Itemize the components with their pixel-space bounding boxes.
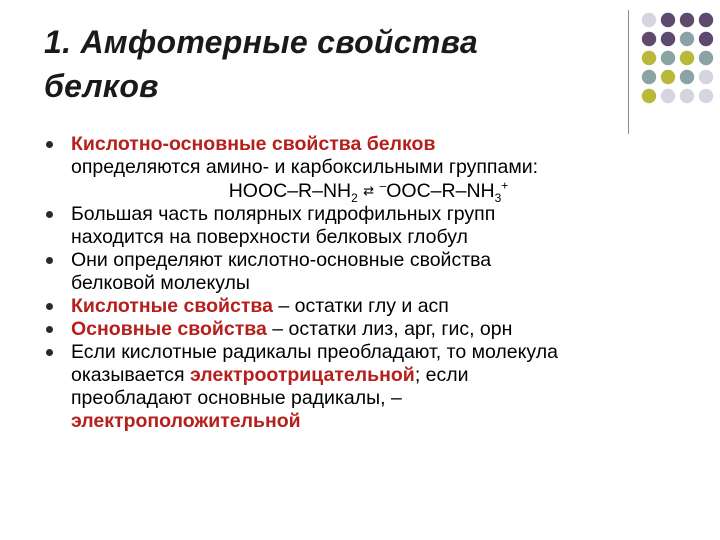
decorative-dot [661, 32, 675, 46]
bullet-2-line-2: находится на поверхности белковых глобул [71, 226, 468, 248]
bullet-5-highlight: Основные свойства [71, 318, 267, 340]
bullet-6-line-3: преобладают основные радикалы, – [71, 387, 402, 409]
bullet-dot-icon [46, 349, 53, 356]
bullet-2-line-1: Большая часть полярных гидрофильных групп [71, 203, 496, 225]
bullet-3-line-1: Они определяют кислотно-основные свойства [71, 249, 492, 271]
decorative-divider [628, 10, 629, 134]
bullet-item-3 [46, 249, 706, 295]
decorative-dot [642, 70, 656, 84]
reaction-formula [71, 179, 706, 203]
decorative-dot-grid [640, 12, 720, 112]
decorative-dot [642, 89, 656, 103]
bullet-list [46, 133, 706, 433]
bullet-5-rest: – остатки лиз, арг, гис, орн [266, 318, 513, 340]
slide-title-line-2: белков [44, 68, 159, 104]
decorative-dot [699, 13, 713, 27]
equilibrium-arrow-icon: ⇄ [363, 183, 375, 198]
decorative-dot [680, 89, 694, 103]
decorative-dot [680, 13, 694, 27]
bullet-1-line-2: определяются амино- и карбоксильными группами: [71, 156, 539, 178]
decorative-dot [661, 89, 675, 103]
decorative-dot [680, 32, 694, 46]
decorative-dot [699, 70, 713, 84]
formula-right-subscript: 3 [494, 190, 502, 205]
formula-left-subscript: 2 [351, 190, 358, 205]
decorative-dot [642, 51, 656, 65]
formula-left: HOOC–R–NH [228, 180, 352, 202]
bullet-6-line-2b: ; если [414, 364, 469, 386]
bullet-item-4 [46, 295, 706, 318]
slide-title [44, 20, 604, 108]
decorative-dot [680, 70, 694, 84]
bullet-6-line-2a: оказывается [71, 364, 191, 386]
formula-right: OOC–R–NH [386, 180, 495, 202]
bullet-3-line-2: белковой молекулы [71, 272, 250, 294]
bullet-dot-icon [46, 326, 53, 333]
slide-title-line-1: 1. Амфотерные свойства [44, 24, 478, 60]
bullet-dot-icon [46, 141, 53, 148]
decorative-dot [661, 13, 675, 27]
bullet-item-6 [46, 341, 706, 433]
decorative-dot [699, 51, 713, 65]
bullet-dot-icon [46, 211, 53, 218]
bullet-dot-icon [46, 257, 53, 264]
decorative-dot [699, 89, 713, 103]
bullet-1-highlight: Кислотно-основные свойства белков [71, 133, 436, 155]
bullet-6-highlight-1: электроотрицательной [190, 364, 415, 386]
bullet-dot-icon [46, 303, 53, 310]
decorative-dot [699, 32, 713, 46]
decorative-dot [642, 32, 656, 46]
decorative-dot [661, 51, 675, 65]
bullet-6-highlight-2: электроположительной [71, 410, 301, 432]
decorative-dot [661, 70, 675, 84]
bullet-6-line-1: Если кислотные радикалы преобладают, то молекула [71, 341, 558, 363]
bullet-4-highlight: Кислотные свойства [71, 295, 273, 317]
formula-right-superscript: + [501, 178, 509, 193]
decorative-dot [642, 13, 656, 27]
bullet-item-5 [46, 318, 706, 341]
decorative-dot [680, 51, 694, 65]
formula-right-charge: – [379, 178, 387, 193]
bullet-item-2 [46, 203, 706, 249]
bullet-4-rest: – остатки глу и асп [272, 295, 449, 317]
bullet-item-1 [46, 133, 706, 203]
